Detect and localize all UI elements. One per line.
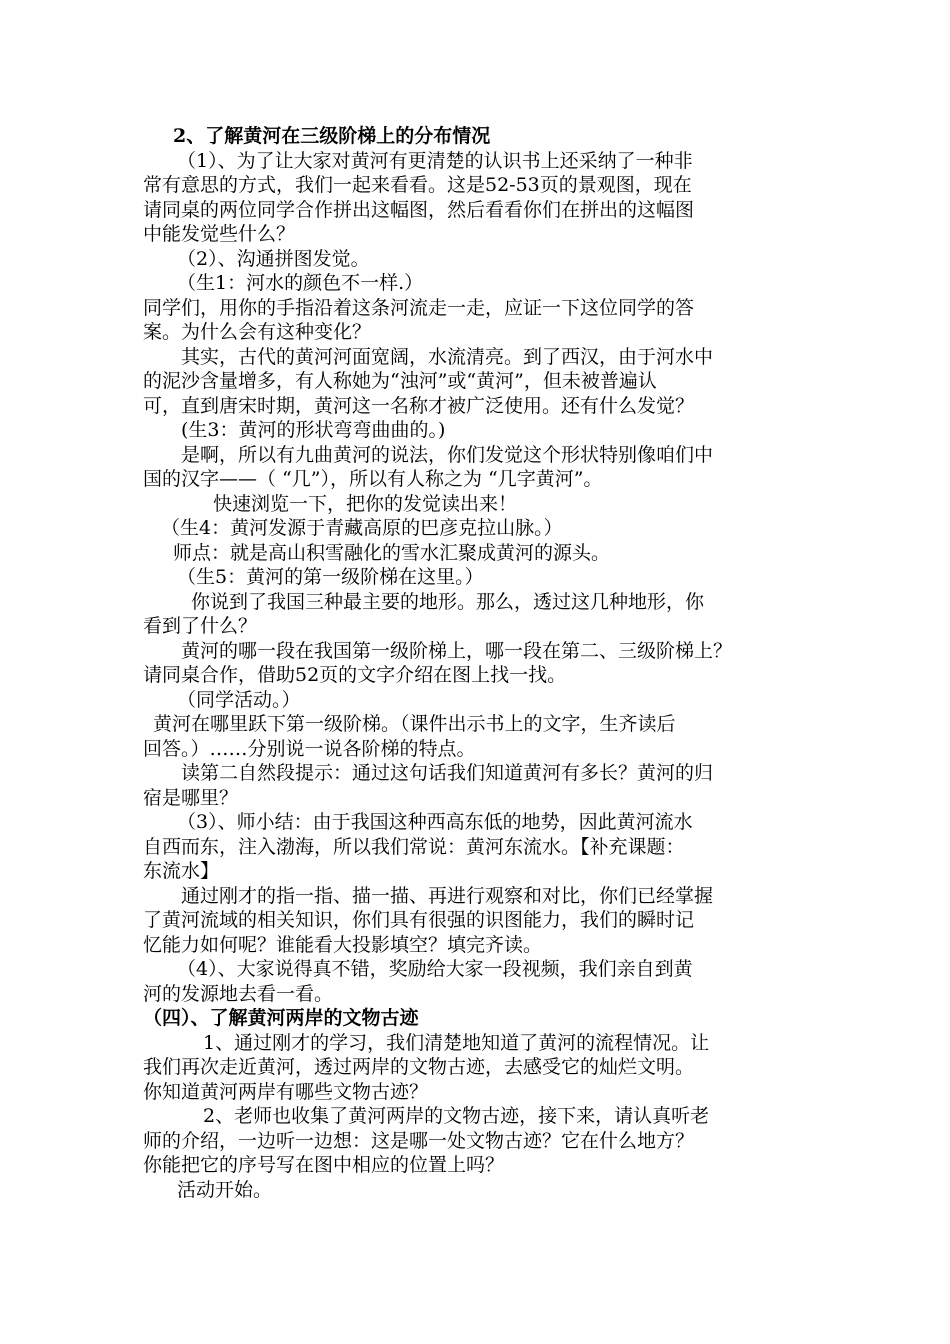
paragraph-line: 活动开始。 [177, 1178, 273, 1201]
paragraph-line: 常有意思的方式，我们一起来看看。这是52-53页的景观图，现在 [143, 174, 692, 196]
paragraph-line: 1、通过刚才的学习，我们清楚地知道了黄河的流程情况。让 [203, 1031, 710, 1054]
paragraph-line: 宿是哪里？ [143, 786, 239, 809]
paragraph-line: 你知道黄河两岸有哪些文物古迹？ [143, 1080, 429, 1103]
paragraph-line: 的泥沙含量增多，有人称她为“浊河”或“黄河”，但未被普遍认 [143, 370, 657, 392]
paragraph-line: 快速浏览一下，把你的发觉读出来！ [213, 492, 518, 515]
paragraph-line: 是啊，所以有九曲黄河的说法，你们发觉这个形状特别像咱们中 [181, 443, 714, 466]
paragraph-line: 黄河在哪里跃下第一级阶梯。（课件出示书上的文字，生齐读后 [153, 713, 676, 735]
paragraph-line: 河的发源地去看一看。 [143, 982, 334, 1005]
paragraph-line: 其实，古代的黄河河面宽阔，水流清亮。到了西汉，由于河水中 [181, 345, 714, 368]
paragraph-line: 可，直到唐宋时期，黄河这一名称才被广泛使用。还有什么发觉？ [143, 394, 695, 417]
paragraph-line: (生3：黄河的形状弯弯曲曲的。) [181, 419, 446, 441]
paragraph-line: 读第二自然段提示：通过这句话我们知道黄河有多长？黄河的归 [181, 762, 714, 784]
paragraph-line: （2）、沟通拼图发觉。 [177, 247, 370, 270]
paragraph-line: 我们再次走近黄河，透过两岸的文物古迹，去感受它的灿烂文明。 [143, 1056, 695, 1078]
paragraph-line: 请同桌合作，借助52页的文字介绍在图上找一找。 [143, 664, 567, 686]
paragraph-line: （3）、师小结：由于我国这种西高东低的地势，因此黄河流水 [177, 811, 693, 833]
paragraph-line: 黄河的哪一段在我国第一级阶梯上，哪一段在第二、三级阶梯上？ [181, 639, 733, 662]
paragraph-line: 回答。）……分别说一说各阶梯的特点。 [143, 737, 476, 760]
paragraph-line: 师的介绍，一边听一边想：这是哪一处文物古迹？它在什么地方？ [143, 1129, 695, 1152]
paragraph-line: 案。为什么会有这种变化？ [143, 321, 372, 343]
paragraph-line: 了黄河流域的相关知识，你们具有很强的识图能力，我们的瞬时记 [143, 909, 695, 931]
paragraph-line: 你说到了我国三种最主要的地形。那么，透过这几种地形，你 [191, 590, 705, 613]
paragraph-line: （生1：河水的颜色不一样.） [177, 272, 424, 294]
paragraph-line: （同学活动。） [177, 688, 301, 711]
paragraph-line: 中能发觉些什么？ [143, 223, 296, 245]
paragraph-line: （1）、为了让大家对黄河有更清楚的认识书上还采纳了一种非 [177, 149, 693, 172]
paragraph-line: 东流水】 [143, 860, 220, 882]
document-body [143, 124, 808, 1202]
paragraph-line: 国的汉字——（ “几”），所以有人称之为 “几字黄河”。 [143, 468, 603, 490]
paragraph-line: （4）、大家说得真不错，奖励给大家一段视频，我们亲自到黄 [177, 958, 693, 980]
paragraph-line: 师点：就是高山积雪融化的雪水汇聚成黄河的源头。 [173, 541, 611, 564]
paragraph-line: 通过刚才的指一指、描一描、再进行观察和对比，你们已经掌握 [181, 884, 714, 907]
paragraph-line: （生4：黄河发源于青藏高原的巴彦克拉山脉。） [161, 517, 563, 539]
paragraph-line: 忆能力如何呢？谁能看大投影填空？填完齐读。 [143, 933, 543, 956]
paragraph-line: 你能把它的序号写在图中相应的位置上吗？ [143, 1154, 505, 1176]
paragraph-line: 看到了什么？ [143, 615, 258, 637]
section-heading: （四）、了解黄河两岸的文物古迹 [143, 1007, 419, 1029]
paragraph-line: 2、老师也收集了黄河两岸的文物古迹，接下来，请认真听老 [203, 1105, 710, 1127]
paragraph-line: 自西而东，注入渤海，所以我们常说：黄河东流水。【补充课题： [143, 835, 685, 858]
paragraph-line: （生5：黄河的第一级阶梯在这里。） [177, 566, 484, 588]
paragraph-line: 请同桌的两位同学合作拼出这幅图，然后看看你们在拼出的这幅图 [143, 198, 695, 221]
paragraph-line: 同学们，用你的手指沿着这条河流走一走，应证一下这位同学的答 [143, 296, 695, 319]
section-heading: 2、了解黄河在三级阶梯上的分布情况 [173, 125, 491, 147]
